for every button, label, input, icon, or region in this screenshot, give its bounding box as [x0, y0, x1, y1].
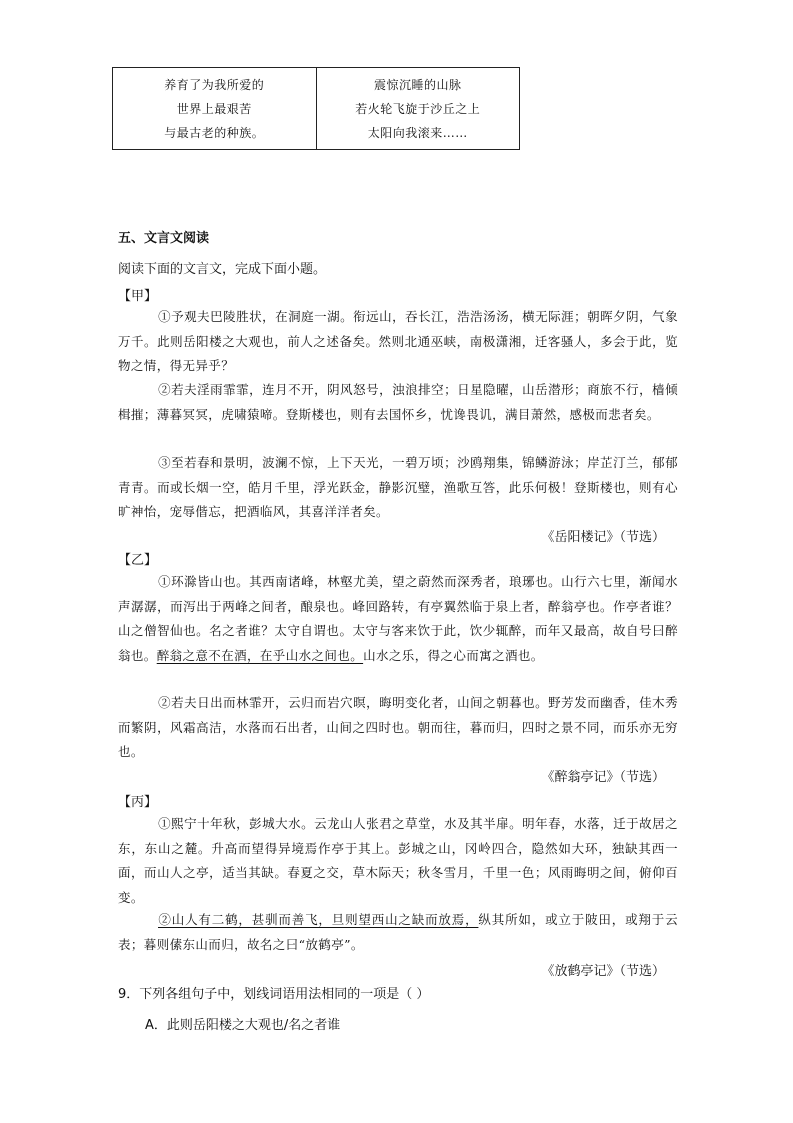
paragraph-text: ①环滁皆山也。其西南诸峰，林壑尤美，望之蔚然而深秀者，琅琊也。山行六七里，渐闻水声潺潺，而泻出于两峰之间者，酿泉也。峰回路转，有亭翼然临于泉上者，醉翁亭也。作亭者谁？山之僧智仙也。名之者谁？太守自谓也。太守与客来饮于此，饮少辄醉，而年又最高，故自号曰醉翁也。 — [118, 574, 678, 663]
source-citation: 《放鹤亭记》（节选） — [541, 964, 665, 979]
paragraph-text: ③至若春和景明，波澜不惊，上下天光，一碧万顷；沙鸥翔集，锦鳞游泳；岸芷汀兰，郁郁青青。而或长烟一空，皓月千里，浮光跃金，静影沉璧，渔歌互答，此乐何极！登斯楼也，则有心旷神怡，宠辱偕忘，把酒临风，其喜洋洋者矣。 — [118, 455, 678, 519]
passage-jia-paragraph-3 — [118, 451, 678, 525]
source-citation: 《醉翁亭记》（节选） — [541, 770, 665, 785]
passage-yi-paragraph-1 — [118, 570, 678, 668]
passage-jia-paragraph-1 — [118, 305, 678, 379]
poem-line: 若火轮飞旋于沙丘之上 — [355, 101, 481, 116]
passage-label-jia: 【甲】 — [118, 289, 158, 304]
passage-jia-paragraph-2 — [118, 378, 678, 427]
passage-bing-paragraph-1 — [118, 812, 678, 910]
poem-cell-left — [113, 68, 316, 149]
passage-bing-paragraph-2 — [118, 908, 678, 957]
poem-line: 太阳向我滚来…… — [367, 126, 468, 141]
poem-cell-right — [316, 68, 520, 149]
question-9: 9．下列各组句子中，划线词语用法相同的一项是（ ） — [118, 987, 430, 1002]
passage-yi-paragraph-2 — [118, 691, 678, 765]
poem-line: 养育了为我所爱的 — [164, 77, 265, 92]
poem-line: 世界上最艰苦 — [176, 101, 252, 116]
section-title: 五、文言文阅读 — [118, 231, 210, 246]
passage-label-bing: 【丙】 — [118, 795, 158, 810]
paragraph-text: 山水之乐，得之心而寓之酒也。 — [363, 647, 544, 663]
underlined-sentence: 醉翁之意不在酒，在乎山水之间也。 — [156, 647, 364, 663]
option-a[interactable]: A．此则岳阳楼之大观也/名之者谁 — [145, 1018, 341, 1033]
paragraph-text: ①予观夫巴陵胜状，在洞庭一湖。衔远山，吞长江，浩浩汤汤，横无际涯；朝晖夕阴，气象万千。此则岳阳楼之大观也，前人之述备矣。然则北通巫峡，南极潇湘，迁客骚人，多会于此，览物之情，得无异乎？ — [118, 309, 678, 373]
paragraph-text: ②若夫日出而林霏开，云归而岩穴暝，晦明变化者，山间之朝暮也。野芳发而幽香，佳木秀而繁阴，风霜高洁，水落而石出者，山间之四时也。朝而往，暮而归，四时之景不同，而乐亦无穷也。 — [118, 695, 678, 759]
underlined-sentence: ②山人有二鹤，甚驯而善飞，旦则望西山之缺而放焉， — [158, 912, 479, 927]
poem-line: 震惊沉睡的山脉 — [373, 77, 462, 92]
paragraph-text: ②若夫淫雨霏霏，连月不开，阴风怒号，浊浪排空；日星隐曜，山岳潜形；商旅不行，樯倾楫摧；薄暮冥冥，虎啸猿啼。登斯楼也，则有去国怀乡，忧谗畏讥，满目萧然，感极而悲者矣。 — [118, 382, 678, 422]
instruction-text: 阅读下面的文言文，完成下面小题。 — [118, 262, 327, 277]
source-citation: 《岳阳楼记》（节选） — [541, 530, 665, 545]
poem-line: 与最古老的种族。 — [164, 126, 265, 141]
passage-label-yi: 【乙】 — [118, 553, 158, 568]
poem-table — [112, 67, 520, 150]
paragraph-text: ①熙宁十年秋，彭城大水。云龙山人张君之草堂，水及其半扉。明年春，水落，迁于故居之东，东山之麓。升高而望得异境焉作亭于其上。彭城之山，冈岭四合，隐然如大环，独缺其西一面，而山人之亭，适当其缺。春夏之交，草木际天；秋冬雪月，千里一色；风雨晦明之间，俯仰百变。 — [118, 816, 678, 905]
paragraph-text: 纵其所如，或立于陂田，或翔于云表；暮则傃东山而归，故名之曰“放鹤亭”。 — [118, 912, 678, 952]
